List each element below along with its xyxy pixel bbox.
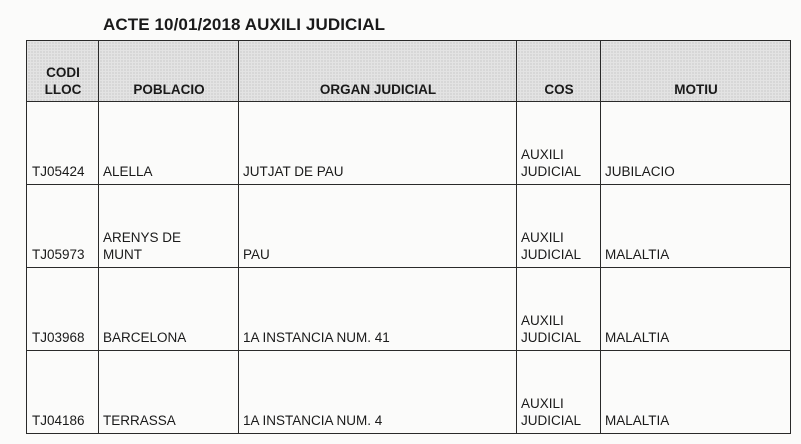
header-poblacio: POBLACIO [99, 41, 239, 102]
table-header-row [27, 41, 791, 102]
header-cos: COS [517, 41, 601, 102]
poblacio-line1: ALELLA [103, 164, 153, 179]
header-motiu: MOTIU [601, 41, 791, 102]
cos-line2: JUDICIAL [521, 413, 582, 428]
cell-organ: PAU [239, 185, 517, 268]
cos-line1: AUXILI [521, 396, 564, 411]
cell-cos [517, 102, 601, 185]
cell-codi: TJ05424 [27, 102, 99, 185]
cell-poblacio [99, 102, 239, 185]
cell-codi: TJ03968 [27, 268, 99, 351]
cell-cos [517, 268, 601, 351]
cell-codi: TJ04186 [27, 351, 99, 434]
table-row [27, 185, 791, 268]
cos-line1: AUXILI [521, 230, 564, 245]
cell-poblacio [99, 351, 239, 434]
cos-line2: JUDICIAL [521, 247, 582, 262]
table-row [27, 268, 791, 351]
cos-line2: JUDICIAL [521, 330, 582, 345]
cell-organ: JUTJAT DE PAU [239, 102, 517, 185]
poblacio-line1: ARENYS DE [103, 230, 182, 245]
header-organ-judicial: ORGAN JUDICIAL [239, 41, 517, 102]
poblacio-line1: TERRASSA [103, 413, 176, 428]
header-codi-line2: LLOC [44, 82, 82, 97]
cos-line1: AUXILI [521, 313, 564, 328]
table-row [27, 102, 791, 185]
cell-codi: TJ05973 [27, 185, 99, 268]
cos-line2: JUDICIAL [521, 164, 582, 179]
cell-poblacio [99, 185, 239, 268]
cell-cos [517, 185, 601, 268]
header-codi-line1: CODI [46, 65, 80, 80]
cell-organ: 1A INSTANCIA NUM. 4 [239, 351, 517, 434]
vacancies-table [26, 40, 791, 434]
poblacio-line2: MUNT [103, 247, 142, 262]
cell-motiu: MALALTIA [601, 268, 791, 351]
cos-line1: AUXILI [521, 147, 564, 162]
poblacio-line1: BARCELONA [103, 330, 187, 345]
cell-cos [517, 351, 601, 434]
header-codi-lloc [27, 41, 99, 102]
document-title: ACTE 10/01/2018 AUXILI JUDICIAL [103, 15, 386, 34]
cell-motiu: MALALTIA [601, 351, 791, 434]
table-row [27, 351, 791, 434]
cell-motiu: MALALTIA [601, 185, 791, 268]
cell-motiu: JUBILACIO [601, 102, 791, 185]
cell-poblacio [99, 268, 239, 351]
cell-organ: 1A INSTANCIA NUM. 41 [239, 268, 517, 351]
